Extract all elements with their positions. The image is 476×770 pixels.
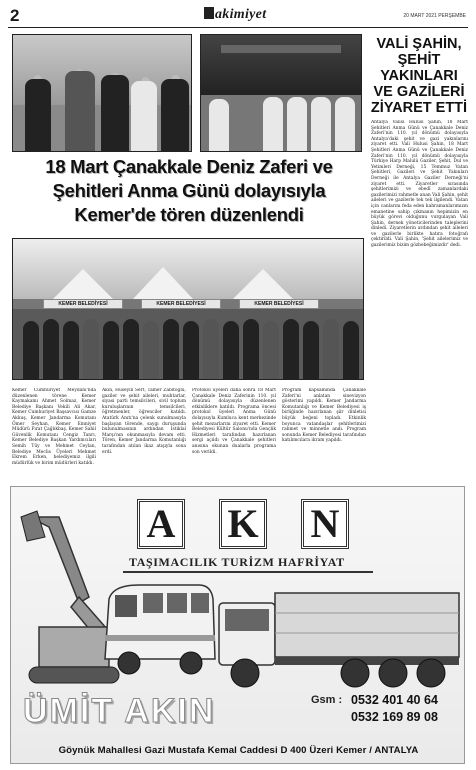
dump-truck-icon	[215, 583, 463, 693]
ad-divider	[123, 571, 373, 573]
page-header	[8, 6, 468, 28]
advertisement	[10, 486, 465, 764]
headline-line: 18 Mart Çanakkale Deniz Zaferi ve	[45, 156, 333, 177]
ad-letter: A	[146, 501, 176, 546]
ad-letter-box	[219, 499, 267, 549]
masthead-logo-icon	[204, 7, 214, 19]
side-title-line: VALİ ŞAHİN,	[376, 36, 462, 52]
masthead	[204, 7, 266, 23]
headline-line: Şehitleri Anma Günü dolayısıyla	[52, 180, 326, 201]
headline-line: Kemer'de tören düzenlendi	[74, 204, 304, 225]
page-number: 2	[10, 6, 20, 25]
ad-address: Göynük Mahallesi Gazi Mustafa Kemal Caddesi D 400 Üzeri Kemer / ANTALYA	[58, 745, 419, 756]
article-column-3: Protokol üyeleri daha sonra 18 Mart Çanakkale Deniz Zaferinin 110. yıl dönümü dolayısıyla düzenlenen etkinliklere katıldı. Programa öncesi protokol üyeleri Anma Günü dolayısıyla Kumluca kent merkezinde şehit mezarlarını ziyaret etti. Kemer Belediyesi Kültür Salonu'nda Gençlik Hizmetleri tarafından hazırlanan sergi açıldı ve Çanakkale şehitleri anısına okunan dualarla programa son verildi.	[192, 388, 276, 455]
photo-officials	[12, 34, 192, 152]
article-column-2: Akın, Hüseyin Sert, Tamer Zabitoğlu, gaziler ve şehit aileleri, muhtarlar, siyasi parti temsilcileri, sivil toplum kuruluşlarının temsilcileri, öğretmenler, öğrenciler katıldı. Atatürk Anıtı'na çelenk sunulmasıyla başlayan törende, saygı duruşunda bulunulmasının ardından İstiklal Marşı'nın okunmasıyla devam etti. Tören, Kemer Jandarma Komutanlığı tarafından atılan ikaz atışıyla sona erdi.	[102, 388, 186, 455]
banner-text: KEMER BELEDİYESİ	[254, 301, 304, 307]
ad-letter: K	[227, 501, 259, 546]
phone-number: 0532 401 40 64	[351, 693, 438, 707]
ad-letter-box	[301, 499, 349, 549]
photo-honor-guard	[200, 34, 362, 152]
side-article-body: Antalya Valisi Hulusi Şahin, 18 Mart Şehitleri Anma Günü ve Çanakkale Deniz Zaferi'nin 110. yıl dönümü dolayısıyla Antalya'daki şehit ve gazi yakınlarını ziyaret etti. Vali Hulusi Şahin, 18 Mart Şehitleri Anma Günü ve Çanakkale Deniz Zaferi'nin 110. yıl dönümü dolayısıyla Türkiye Harp Malulü Gaziler, Şehit, Dul ve Yetimleri Derneği, 15 Temmuz Vatan Şehitleri, Gazileri ve Şehit Yakınları Derneği ile Antalya Gaziler Derneği'ni ziyaret etti. Ziyaretler sırasında şehitlerimizi ve ebedî zamanlardaki gazilerimizi rahmetle anan Vali Şahin, şehit aileleri ve gazilerle tek tek ilgilendi. Vatan için canlarını feda eden kahramanlarımızın emanetine sahip çıkmanın hepimizin en büyük görevi olduğunu vurgulayan Vali Şahin, dernek yöneticilerinden taleplerini dinledi. Ziyaretlerin ardından şehit aileleri ve gazilerle birlikte hatıra fotoğrafı çektirildi. Vali Şahin, 'Şehit ailelerimiz ve gazilerimiz bizim gözbebeğimizdir' dedi.	[371, 120, 468, 249]
minibus-icon	[99, 579, 219, 679]
ad-letter-box	[137, 499, 185, 549]
banner-text: KEMER BELEDİYESİ	[58, 301, 108, 307]
article-column-1: Kemer Cumhuriyet Meydanı'nda düzenlenen törene Kemer Kaymakamı Ahmet Solmaz, Kemer Belediye Başkanı Vekili Ali Akar, Kemer Cumhuriyet Başsavcısı Gamze Akkuş, Kemer Jandarma Komutanı Ömer Seyhan, Kemer Emniyet Müdürü Fırat Çağlıkbaş, Kemer Sahil Güvenlik Komutanı Cengiz Tanrı, Kemer Belediye Başkan Yardımcıları Semih Tüy ve Mehmet Ceylan, Belediye Meclis Üyeleri Mehmet Ekrem Erken, belediyemiz ilgili müdürlük ve birim müdürleri katıldı.	[12, 388, 96, 466]
banner	[141, 299, 221, 309]
side-title-line: YAKINLARI	[380, 68, 458, 84]
side-title-line: ZİYARET ETTİ	[370, 100, 468, 116]
banner	[239, 299, 319, 309]
masthead-text: akimiyet	[215, 7, 267, 22]
banner-text: KEMER BELEDİYESİ	[156, 301, 206, 307]
phone-number: 0532 169 89 08	[351, 710, 438, 724]
ad-letter: N	[310, 501, 340, 546]
side-title-line: ŞEHİT	[397, 52, 441, 68]
side-title-line: VE GAZİLERİ	[373, 84, 465, 100]
ad-subtitle: TAŞIMACILIK TURİZM HAFRİYAT	[129, 555, 345, 569]
gsm-label: Gsm :	[311, 694, 343, 706]
banner	[43, 299, 123, 309]
main-headline	[14, 155, 364, 227]
ad-owner-name: ÜMİT AKIN	[23, 692, 216, 730]
side-article-title	[370, 36, 468, 116]
photo-ceremony	[12, 238, 364, 380]
article-column-4: Program kapsamında Çanakkale Zaferi'ni anlatan sinevizyon gösterimi yapıldı. Kemer Jandarma Komutanlığı ve Kemer Belediyesi iş birliğinde hazırlanan şiir dinletisi büyük beğeni topladı. Etkinlik boyunca vatandaşlar şehitlerimizi rahmet ve minnetle andı. Program sonunda Kemer Belediyesi tarafından katılımcılara ikram yapıldı.	[282, 388, 366, 444]
issue-date: 20 MART 2021 PERŞEMBE	[403, 13, 466, 19]
